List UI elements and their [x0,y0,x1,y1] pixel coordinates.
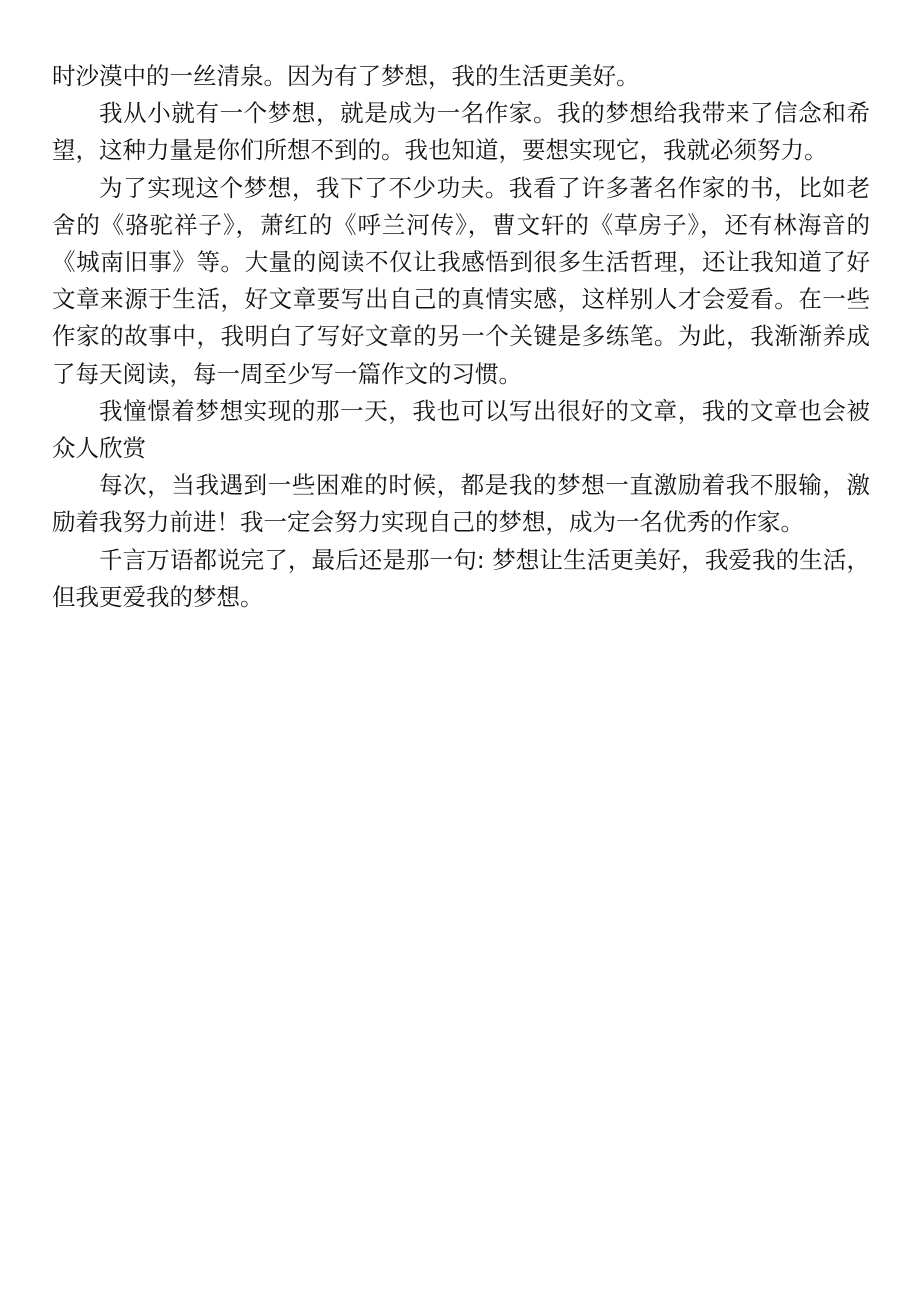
paragraph-continuation: 时沙漠中的一丝清泉。因为有了梦想，我的生活更美好。 [52,62,640,90]
paragraph-conclusion: 千言万语都说完了，最后还是那一句: 梦想让生活更美好，我爱我的生活，但我更爱我的梦想。 [52,545,870,611]
paragraph-perseverance: 每次，当我遇到一些困难的时候，都是我的梦想一直激励着我不服输，激励着我努力前进！我一定会努力实现自己的梦想，成为一名优秀的作家。 [52,471,870,537]
paragraph-dream: 我从小就有一个梦想，就是成为一名作家。我的梦想给我带来了信念和希望，这种力量是你们所想不到的。我也知道，要想实现它，我就必须努力。 [52,99,870,165]
document-page [52,58,870,616]
paragraph-reading: 为了实现这个梦想，我下了不少功夫。我看了许多著名作家的书，比如老舍的《骆驼祥子》，萧红的《呼兰河传》，曹文轩的《草房子》，还有林海音的《城南旧事》等。大量的阅读不仅让我感悟到很多生活哲理，还让我知道了好文章来源于生活，好文章要写出自己的真情实感，这样别人才会爱看。在一些作家的故事中，我明白了写好文章的另一个关键是多练笔。为此，我渐渐养成了每天阅读，每一周至少写一篇作文的习惯。 [52,173,870,388]
paragraph-aspiration: 我憧憬着梦想实现的那一天，我也可以写出很好的文章，我的文章也会被众人欣赏 [52,396,870,463]
